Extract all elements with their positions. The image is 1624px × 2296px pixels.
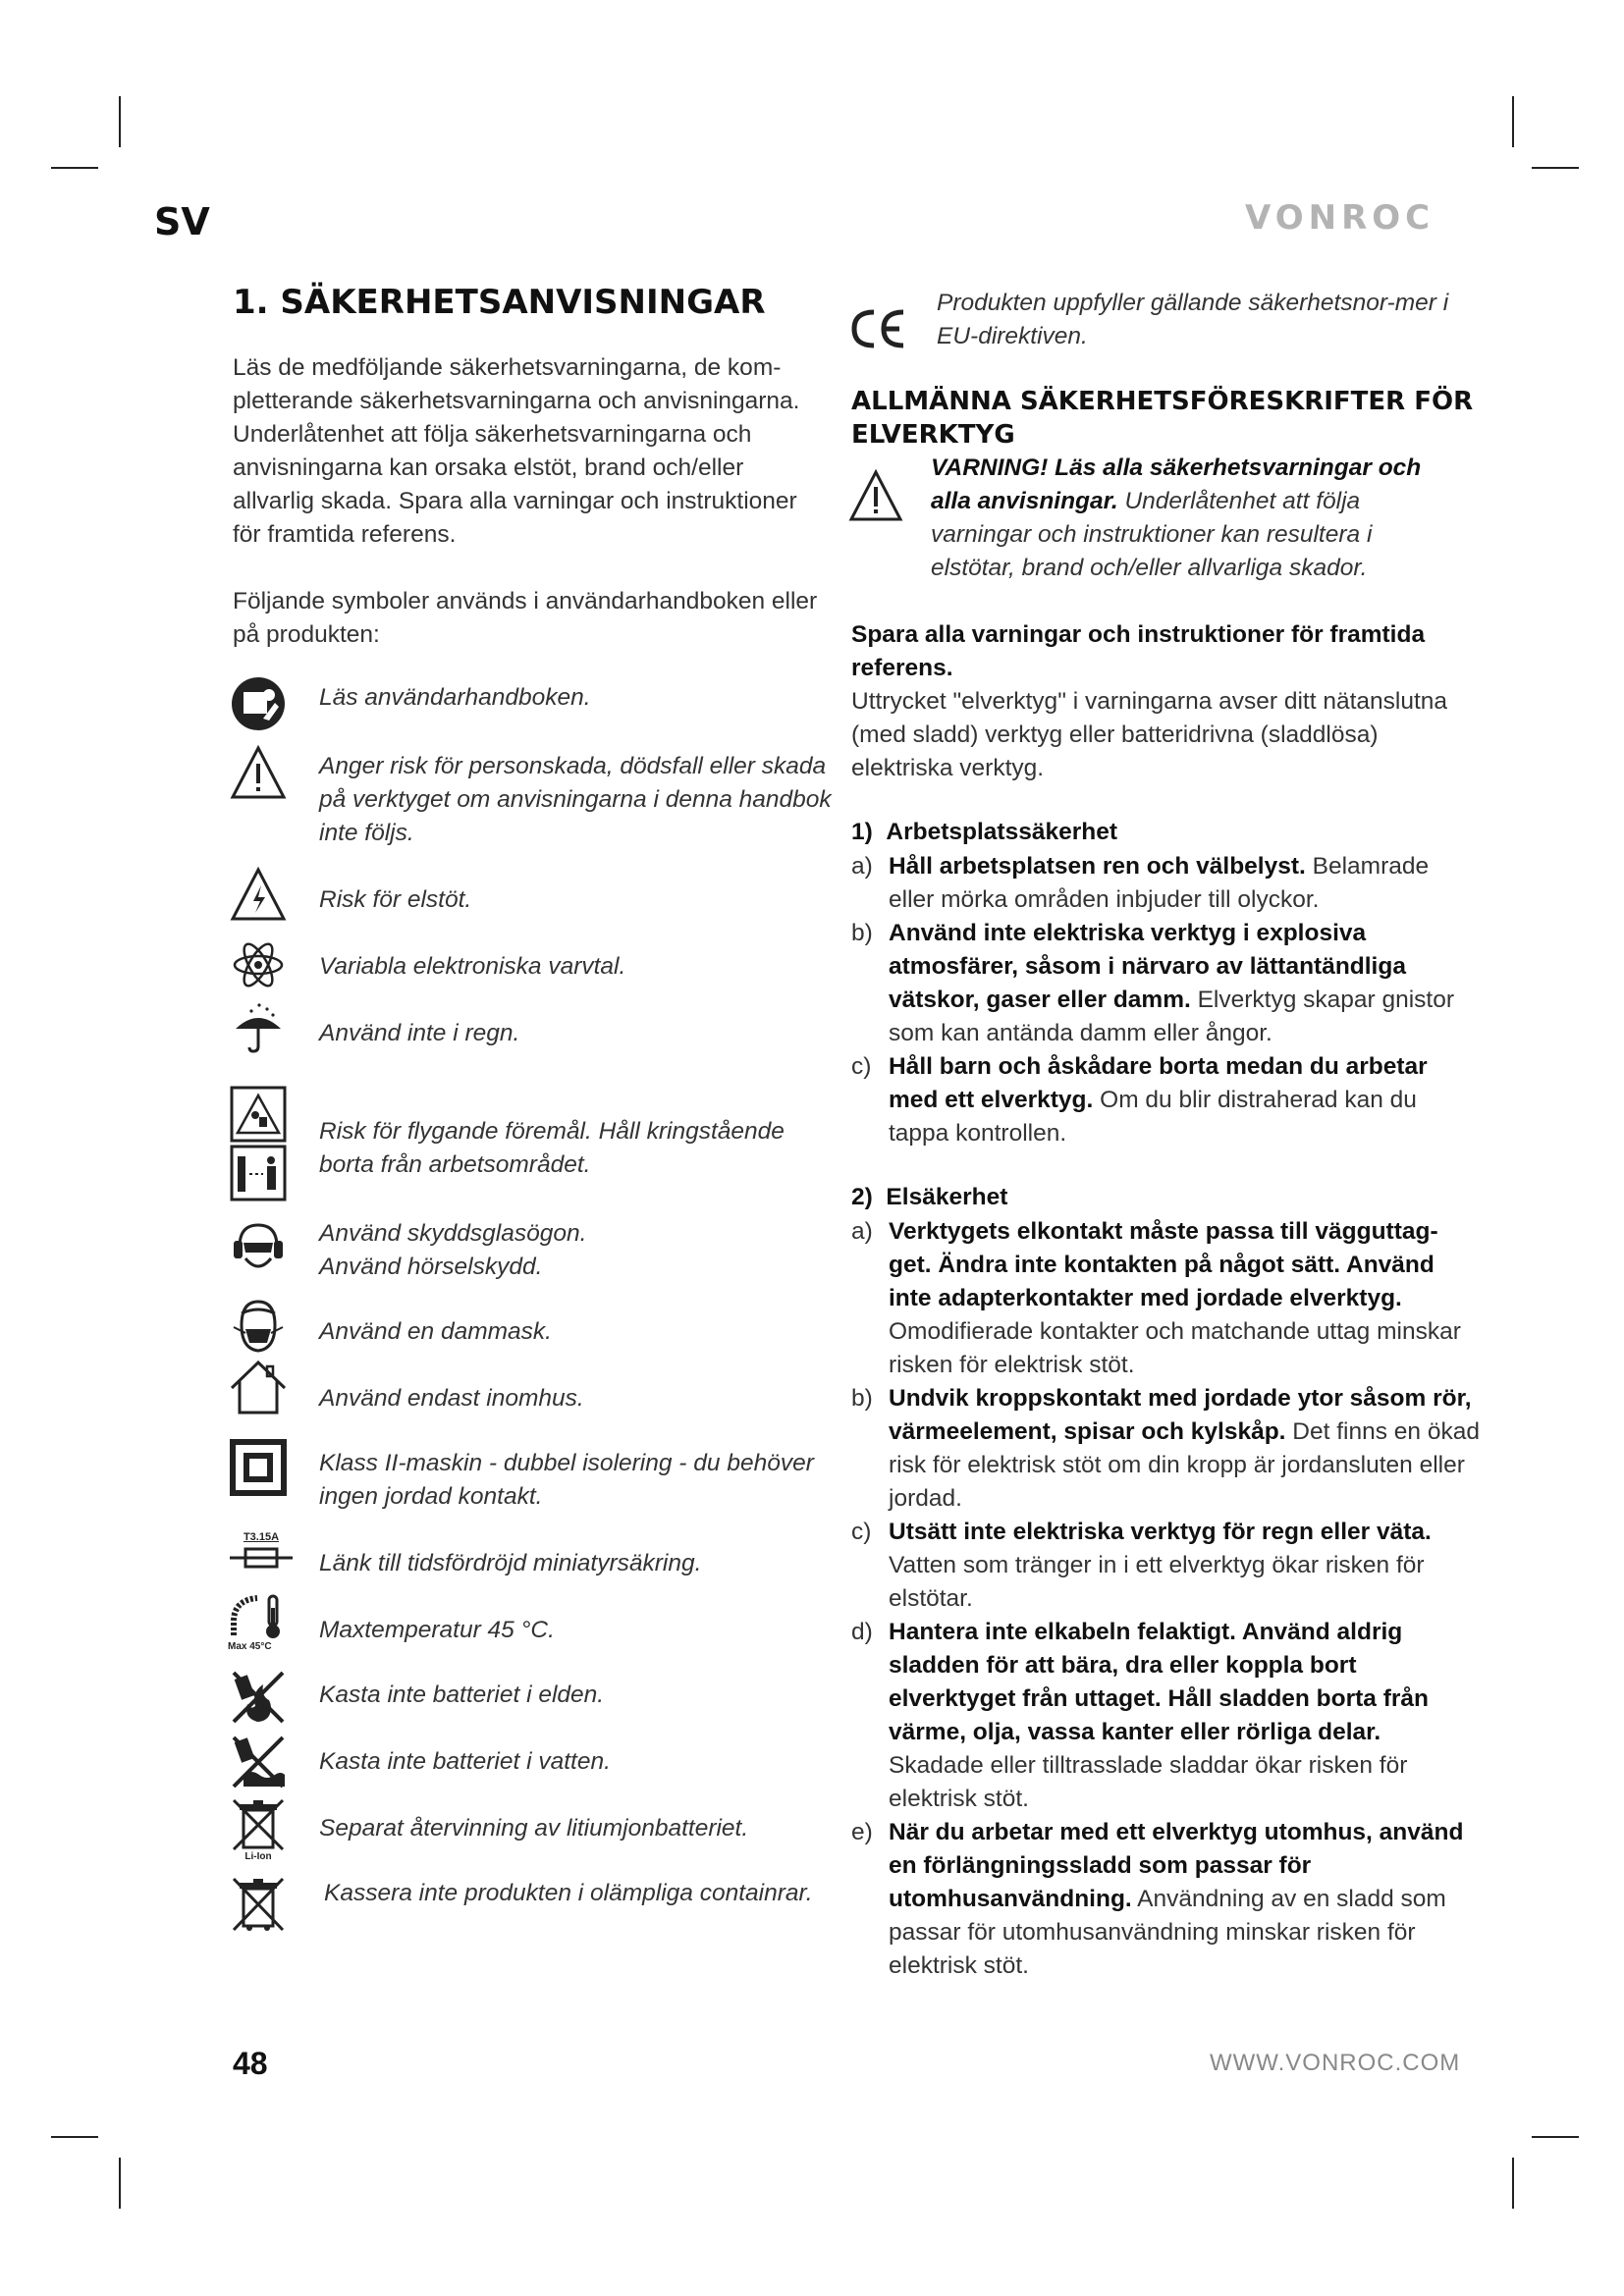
- list-item: [851, 1050, 1480, 1150]
- symbol-text: Separat återvinning av litiumjonbatteriet.: [319, 1815, 749, 1842]
- item-bold: Undvik kroppskontakt med jordade ytor såsom rör, värmeelement, spisar och kylskåp.: [889, 1385, 1472, 1445]
- item-text: Omodifierade kontakter och matchande uttag minskar risken för elektrisk stöt.: [889, 1318, 1461, 1378]
- general-heading: ALLMÄNNA SÄKERHETSFÖRESKRIFTER FÖR: [851, 387, 1474, 416]
- flying-objects-icon: [230, 1086, 287, 1203]
- warning-triangle-icon: [230, 744, 287, 801]
- max-temp-label: Max 45°C: [228, 1641, 272, 1652]
- house-icon: [230, 1359, 287, 1415]
- brand-logo: VONROC: [1245, 198, 1435, 238]
- item-bold: Verktygets elkontakt måste passa till vägguttag-get. Ändra inte kontakten på något sätt. Använd inte adapterkontakter med jordade elverktyg.: [889, 1218, 1438, 1311]
- symbol-text: Variabla elektroniska varvtal.: [319, 953, 626, 980]
- list-item: [851, 1215, 1480, 1382]
- item-text: Om du blir distraherad kan du tappa kontrollen.: [889, 1087, 1417, 1147]
- item-bold: Håll arbetsplatsen ren och välbelyst.: [889, 853, 1306, 880]
- li-ion-bin-icon: [230, 1798, 287, 1867]
- symbol-text: Använd inte i regn.: [319, 1020, 520, 1046]
- list-item: [851, 1382, 1480, 1516]
- crop-mark: [119, 2158, 121, 2209]
- crop-mark: [1512, 96, 1514, 147]
- symbol-text: Använd endast inomhus.: [319, 1385, 584, 1412]
- item-marker: c): [851, 1053, 872, 1080]
- electric-shock-icon: [230, 866, 287, 923]
- section-number: 2): [851, 1184, 873, 1210]
- item-bold: Utsätt inte elektriska verktyg för regn eller väta.: [889, 1519, 1432, 1545]
- symbol-text: Kasta inte batteriet i vatten.: [319, 1748, 611, 1775]
- item-marker: a): [851, 1218, 873, 1245]
- list-item: [851, 917, 1480, 1050]
- symbol-text: Länk till tidsfördröjd miniatyrsäkring.: [319, 1550, 702, 1576]
- crossed-bin-icon: [230, 1875, 287, 1932]
- no-water-battery-icon: [230, 1734, 287, 1790]
- crop-mark: [119, 96, 121, 147]
- symbol-text-2: Använd hörselskydd.: [319, 1254, 543, 1280]
- symbol-text: Läs användarhandboken.: [319, 684, 591, 711]
- warning-triangle-icon: [848, 469, 903, 522]
- general-heading-2: ELVERKTYG: [851, 420, 1015, 450]
- crop-mark: [1532, 167, 1579, 169]
- definition-text: Uttrycket "elverktyg" i varningarna avser ditt nätanslutna (med sladd) verktyg eller batteridrivna (sladdlösa) elektriska verktyg.: [851, 688, 1448, 781]
- no-fire-battery-icon: [230, 1669, 287, 1726]
- item-text: Vatten som tränger in i ett elverktyg ökar risken för elstötar.: [889, 1552, 1425, 1612]
- list-item: [851, 1516, 1480, 1616]
- read-manual-icon: [230, 675, 287, 732]
- item-marker: d): [851, 1619, 873, 1645]
- ce-mark-icon: [848, 306, 909, 351]
- symbol-text: Kassera inte produkten i olämpliga containrar.: [324, 1880, 813, 1906]
- item-marker: b): [851, 1385, 873, 1412]
- section-title: 1. SÄKERHETSANVISNINGAR: [233, 283, 766, 322]
- class-ii-icon: [230, 1439, 287, 1496]
- warning-bold: VARNING! Läs alla säkerhetsvarningar och alla anvisningar.: [931, 454, 1422, 514]
- item-bold: Håll barn och åskådare borta medan du arbetar med ett elverktyg.: [889, 1053, 1428, 1113]
- dust-mask-icon: [230, 1298, 287, 1355]
- section-title: Arbetsplatssäkerhet: [886, 819, 1117, 845]
- symbol-text: Maxtemperatur 45 °C.: [319, 1617, 555, 1643]
- section-title: Elsäkerhet: [886, 1184, 1008, 1210]
- symbol-text: Kasta inte batteriet i elden.: [319, 1682, 605, 1708]
- save-instructions: [851, 618, 1460, 785]
- language-code: SV: [154, 200, 210, 243]
- save-bold: Spara alla varningar och instruktioner för framtida referens.: [851, 621, 1426, 681]
- item-bold: När du arbetar med ett elverktyg utomhus, använd en förlängningssladd som passar för utomhusanvändning.: [889, 1819, 1464, 1912]
- symbol-text: Risk för elstöt.: [319, 886, 472, 913]
- warning-text: Underlåtenhet att följa varningar och instruktioner kan resultera i elstötar, brand och/eller allvarliga skador.: [931, 488, 1373, 581]
- item-marker: e): [851, 1819, 873, 1845]
- symbol-text: Anger risk för personskada, dödsfall eller skada på verktyget om anvisningarna i denna handbok inte följs.: [319, 753, 832, 846]
- item-marker: c): [851, 1519, 872, 1545]
- general-warning: [931, 452, 1441, 585]
- crop-mark: [1512, 2158, 1514, 2209]
- item-text: Skadade eller tilltrasslade sladdar ökar risken för elektrisk stöt.: [889, 1752, 1408, 1812]
- item-text: Användning av en sladd som passar för utomhusanvändning minskar risken för elektrisk stöt.: [889, 1886, 1446, 1979]
- item-marker: a): [851, 853, 873, 880]
- item-text: Det finns en ökad risk för elektrisk stöt om din kropp är jordansluten eller jordad.: [889, 1418, 1480, 1512]
- list-item: [851, 850, 1480, 917]
- item-text: Elverktyg skapar gnistor som kan antända damm eller ångor.: [889, 987, 1455, 1046]
- symbol-text: Klass II-maskin - dubbel isolering - du behöver ingen jordad kontakt.: [319, 1450, 814, 1510]
- li-ion-label: Li-Ion: [244, 1851, 272, 1862]
- symbols-intro: Följande symboler används i användarhandboken eller på produkten:: [233, 588, 818, 648]
- section-number: 1): [851, 819, 873, 845]
- list-item: [851, 1816, 1480, 1983]
- item-bold: Använd inte elektriska verktyg i explosiva atmosfärer, såsom i närvaro av lättantändliga vätskor, gaser eller damm.: [889, 920, 1406, 1013]
- section-heading: [851, 819, 1117, 846]
- website-link[interactable]: WWW.VONROC.COM: [1210, 2050, 1461, 2076]
- crop-mark: [51, 2136, 98, 2138]
- intro-paragraph: Läs de medföljande säkerhetsvarningarna, de kom-pletterande säkerhetsvarningarna och anvisningarna. Underlåtenhet att följa säkerhetsvarningarna och anvisningarna kan orsaka elstöt, brand och/eller allvarlig skada. Spara alla varningar och instruktioner för framtida referens.: [233, 354, 800, 548]
- ce-text: Produkten uppfyller gällande säkerhetsnor-mer i EU-direktiven.: [937, 290, 1449, 349]
- crop-mark: [1532, 2136, 1579, 2138]
- item-marker: b): [851, 920, 873, 946]
- section-heading: [851, 1184, 1007, 1211]
- symbol-text: Använd skyddsglasögon.: [319, 1220, 587, 1247]
- umbrella-rain-icon: [230, 999, 287, 1056]
- fuse-icon: [230, 1531, 293, 1580]
- symbol-text: Risk för flygande föremål. Håll kringstående borta från arbetsområdet.: [319, 1118, 785, 1178]
- symbol-text: Använd en dammask.: [319, 1318, 552, 1345]
- max-temp-icon: [228, 1592, 289, 1657]
- item-bold: Hantera inte elkabeln felaktigt. Använd aldrig sladden för att bära, dra eller koppla bort elverktyget från uttaget. Håll sladden borta från värme, olja, vassa kanter eller rörliga delar.: [889, 1619, 1430, 1745]
- fuse-label: T3.15A: [243, 1531, 280, 1543]
- list-item: [851, 1616, 1480, 1816]
- atom-icon: [230, 936, 287, 993]
- page-number: 48: [233, 2046, 268, 2081]
- crop-mark: [51, 167, 98, 169]
- item-text: Belamrade eller mörka områden inbjuder till olyckor.: [889, 853, 1430, 913]
- goggles-earmuffs-icon: [230, 1219, 287, 1276]
